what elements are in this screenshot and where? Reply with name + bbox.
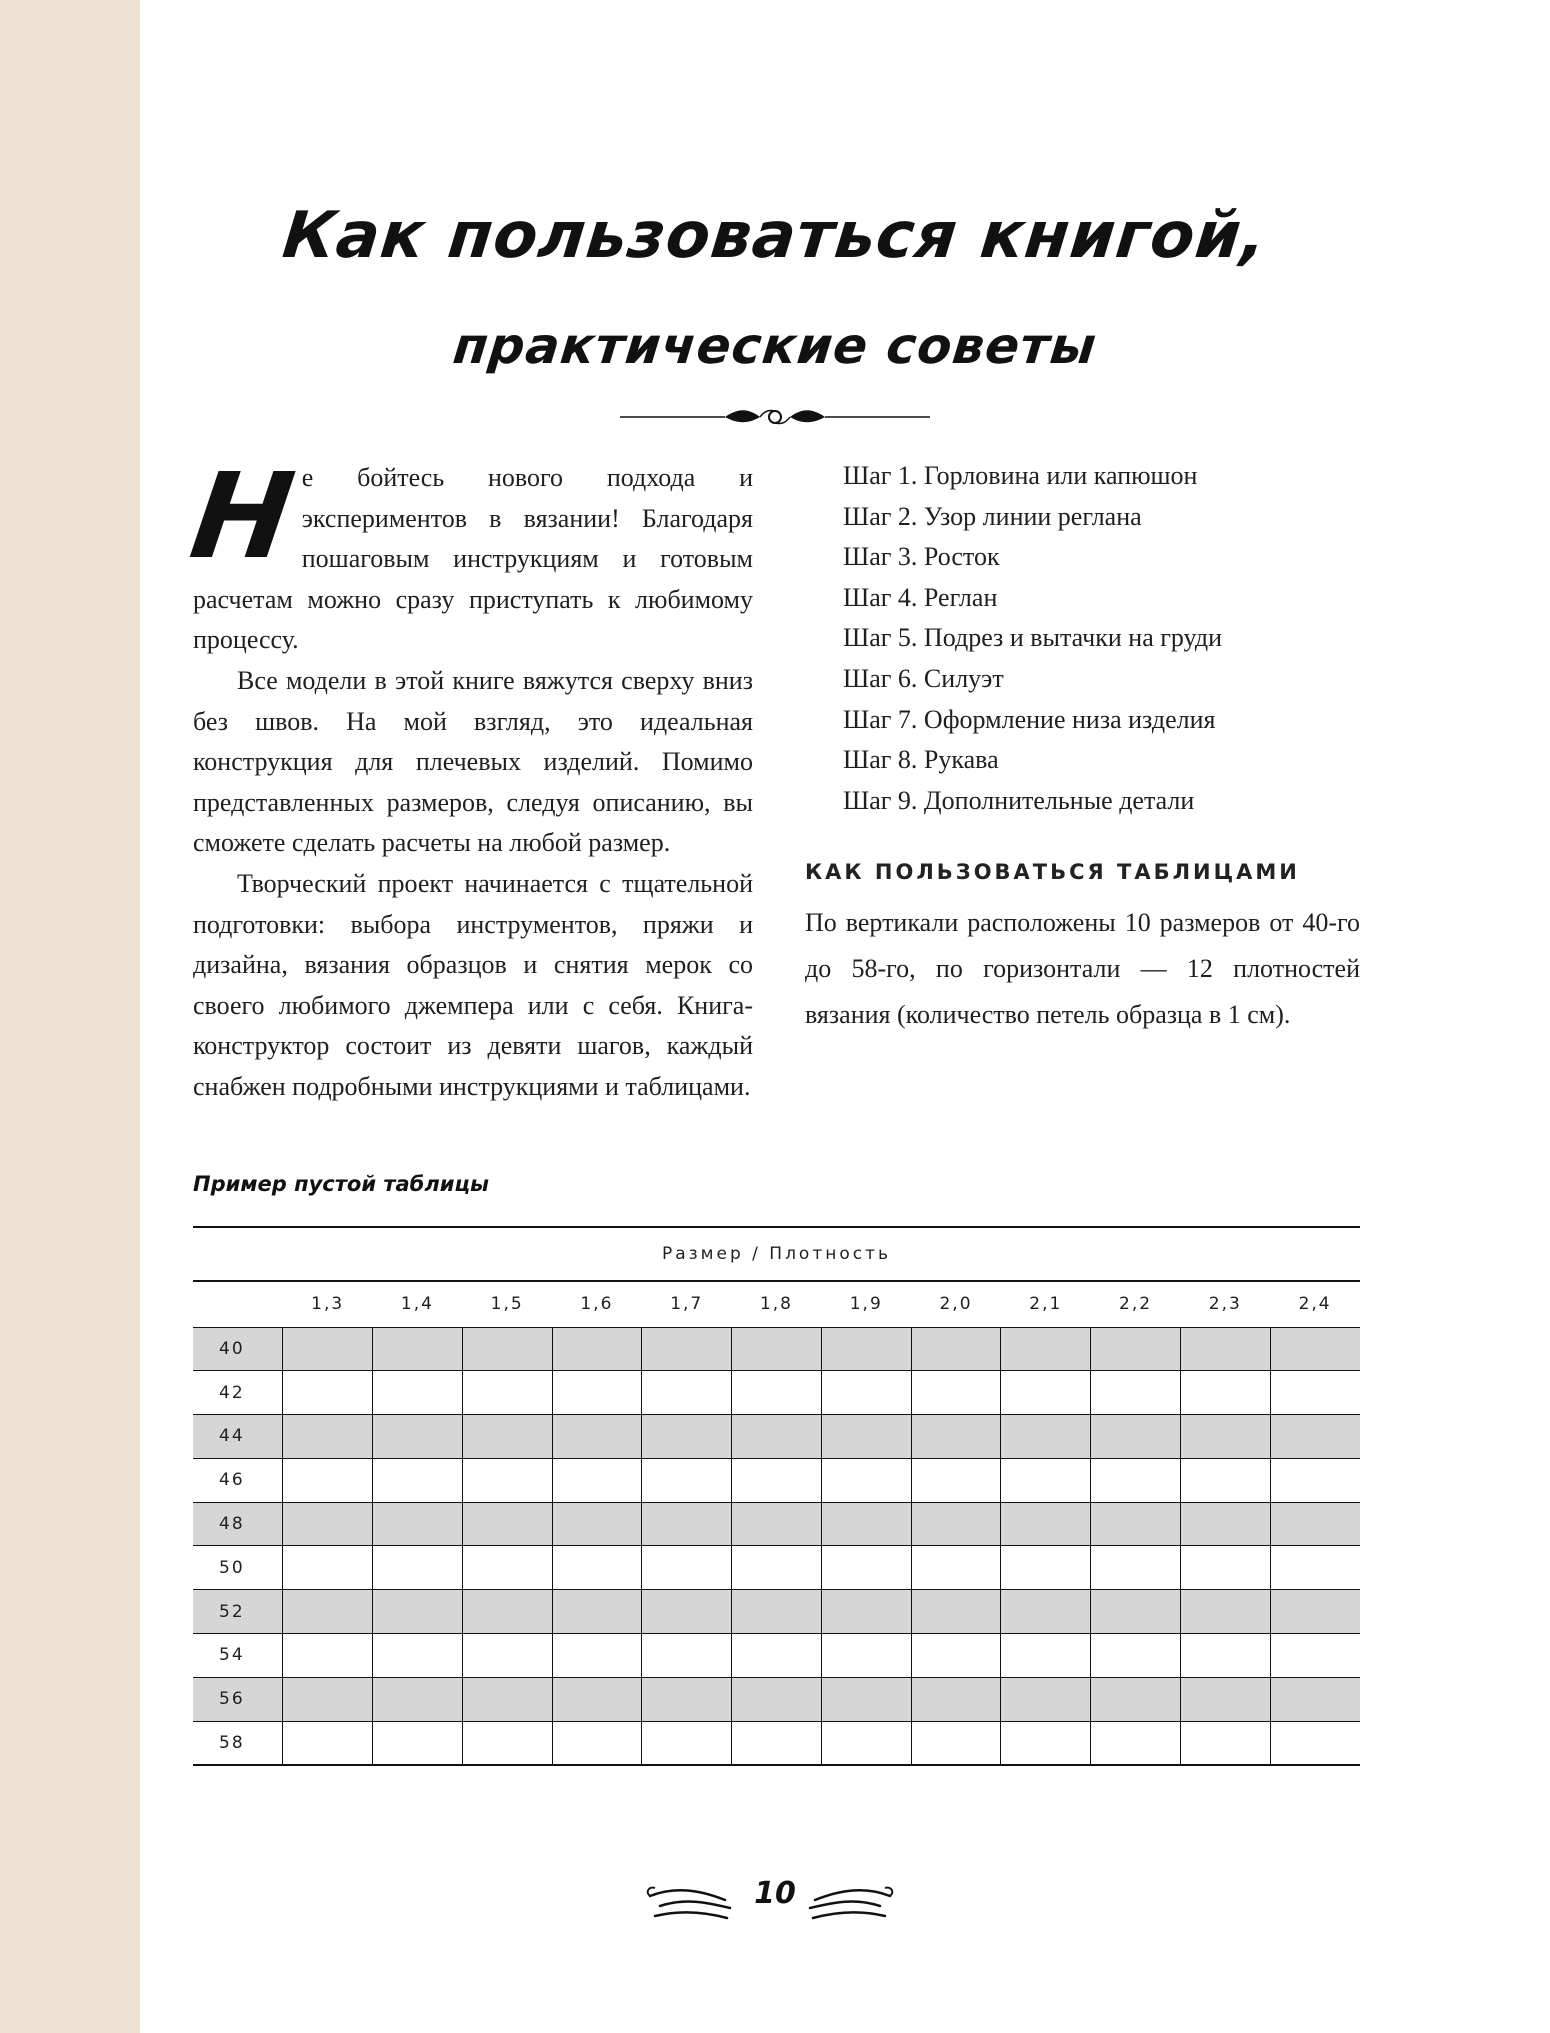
empty-cell [642, 1371, 732, 1415]
intro-paragraph-1 [183, 447, 753, 661]
empty-cell [732, 1546, 822, 1590]
empty-cell [732, 1634, 822, 1678]
empty-cell [1091, 1721, 1181, 1765]
empty-cell [283, 1677, 373, 1721]
column-header-cell: 2,4 [1270, 1281, 1360, 1327]
empty-cell [462, 1590, 552, 1634]
column-header-cell: 1,6 [552, 1281, 642, 1327]
empty-cell [1270, 1590, 1360, 1634]
empty-cell [1180, 1327, 1270, 1371]
book-spine-margin [0, 0, 140, 2033]
empty-cell [642, 1458, 732, 1502]
empty-cell [373, 1546, 463, 1590]
size-cell: 52 [193, 1590, 283, 1634]
column-header-cell: 1,7 [642, 1281, 732, 1327]
empty-cell [732, 1327, 822, 1371]
size-cell: 44 [193, 1415, 283, 1459]
empty-cell [1270, 1721, 1360, 1765]
empty-cell [283, 1590, 373, 1634]
empty-cell [373, 1634, 463, 1678]
empty-cell [911, 1546, 1001, 1590]
empty-size-gauge-table [193, 1226, 1360, 1766]
empty-cell [373, 1327, 463, 1371]
step-item: Шаг 9. Дополнительные детали [843, 785, 1195, 815]
empty-cell [1001, 1634, 1091, 1678]
empty-cell [373, 1590, 463, 1634]
empty-cell [283, 1721, 373, 1765]
empty-cell [821, 1546, 911, 1590]
table-row [193, 1590, 1360, 1634]
empty-cell [552, 1327, 642, 1371]
table-row [193, 1371, 1360, 1415]
step-item: Шаг 4. Реглан [843, 582, 998, 612]
table-row [193, 1327, 1360, 1371]
empty-cell [462, 1415, 552, 1459]
empty-cell [911, 1721, 1001, 1765]
column-header-cell: 1,4 [373, 1281, 463, 1327]
empty-cell [552, 1502, 642, 1546]
empty-cell [642, 1502, 732, 1546]
empty-cell [732, 1371, 822, 1415]
tables-section-heading: КАК ПОЛЬЗОВАТЬСЯ ТАБЛИЦАМИ [805, 860, 1300, 884]
empty-cell [911, 1327, 1001, 1371]
empty-cell [821, 1458, 911, 1502]
size-cell: 48 [193, 1502, 283, 1546]
empty-cell [1001, 1677, 1091, 1721]
empty-cell [552, 1634, 642, 1678]
empty-cell [1001, 1590, 1091, 1634]
empty-cell [283, 1634, 373, 1678]
empty-cell [821, 1677, 911, 1721]
empty-cell [732, 1458, 822, 1502]
column-header-cell: 2,2 [1091, 1281, 1181, 1327]
empty-cell [1001, 1415, 1091, 1459]
title-ornament-divider [620, 404, 930, 430]
steps-list [843, 456, 1222, 821]
empty-cell [821, 1415, 911, 1459]
empty-cell [821, 1327, 911, 1371]
empty-cell [462, 1677, 552, 1721]
empty-cell [642, 1634, 732, 1678]
empty-cell [552, 1415, 642, 1459]
intro-column [183, 447, 753, 1108]
empty-cell [1001, 1721, 1091, 1765]
empty-cell [1091, 1546, 1181, 1590]
size-cell: 46 [193, 1458, 283, 1502]
empty-cell [1091, 1327, 1181, 1371]
empty-cell [732, 1415, 822, 1459]
step-item: Шаг 2. Узор линии реглана [843, 501, 1142, 531]
empty-cell [552, 1546, 642, 1590]
empty-cell [642, 1590, 732, 1634]
column-header-cell: 1,8 [732, 1281, 822, 1327]
empty-cell [1270, 1458, 1360, 1502]
empty-cell [462, 1371, 552, 1415]
page-title-line-2: практические советы [450, 317, 1100, 375]
empty-cell [1180, 1634, 1270, 1678]
table-row [193, 1458, 1360, 1502]
empty-cell [462, 1634, 552, 1678]
intro-paragraph-2: Все модели в этой книге вяжутся сверху вниз без швов. На мой взгляд, это идеальная конструкция для плечевых изделий. Помимо представленных размеров, следуя описанию, вы сможете сделать расчеты на любой размер. [193, 665, 753, 858]
empty-cell [732, 1677, 822, 1721]
empty-cell [642, 1546, 732, 1590]
empty-cell [1270, 1634, 1360, 1678]
step-item: Шаг 7. Оформление низа изделия [843, 704, 1216, 734]
column-header-cell: 1,3 [283, 1281, 373, 1327]
empty-cell [462, 1327, 552, 1371]
column-header-cell: 2,1 [1001, 1281, 1091, 1327]
empty-cell [911, 1634, 1001, 1678]
column-header-cell: 1,5 [462, 1281, 552, 1327]
empty-cell [552, 1677, 642, 1721]
empty-cell [821, 1371, 911, 1415]
empty-cell [1091, 1415, 1181, 1459]
empty-cell [1091, 1677, 1181, 1721]
empty-cell [373, 1677, 463, 1721]
column-header-cell: 2,0 [911, 1281, 1001, 1327]
empty-cell [283, 1546, 373, 1590]
empty-cell [462, 1721, 552, 1765]
empty-cell [1001, 1327, 1091, 1371]
empty-cell [462, 1546, 552, 1590]
empty-cell [1180, 1546, 1270, 1590]
empty-cell [1001, 1458, 1091, 1502]
empty-cell [911, 1371, 1001, 1415]
empty-cell [552, 1371, 642, 1415]
empty-cell [283, 1458, 373, 1502]
empty-cell [1180, 1590, 1270, 1634]
column-header-row [193, 1281, 1360, 1327]
drop-cap: Н [183, 447, 302, 585]
empty-cell [1180, 1415, 1270, 1459]
empty-cell [1180, 1721, 1270, 1765]
column-header-cell: 2,3 [1180, 1281, 1270, 1327]
empty-cell [1091, 1590, 1181, 1634]
empty-cell [283, 1371, 373, 1415]
empty-cell [552, 1721, 642, 1765]
table-body [193, 1327, 1360, 1765]
empty-cell [911, 1502, 1001, 1546]
empty-cell [373, 1721, 463, 1765]
table-row [193, 1502, 1360, 1546]
empty-cell [1001, 1502, 1091, 1546]
empty-cell [462, 1502, 552, 1546]
empty-cell [642, 1327, 732, 1371]
empty-cell [1180, 1502, 1270, 1546]
empty-cell [642, 1415, 732, 1459]
tables-section-text: По вертикали расположены 10 размеров от 40-го до 58-го, по горизонтали — 12 плотностей вязания (количество петель образца в 1 см). [805, 908, 1360, 1029]
empty-cell [821, 1721, 911, 1765]
step-item: Шаг 8. Рукава [843, 745, 999, 775]
size-cell: 40 [193, 1327, 283, 1371]
empty-cell [283, 1327, 373, 1371]
table-row [193, 1634, 1360, 1678]
empty-cell [1001, 1371, 1091, 1415]
empty-cell [821, 1502, 911, 1546]
table-caption: Пример пустой таблицы [193, 1172, 489, 1196]
intro-paragraph-3: Творческий проект начинается с тщательной подготовки: выбора инструментов, пряжи и дизайна, вязания образцов и снятия мерок со своего любимого джемпера или с себя. Книга-конструктор состоит из девяти шагов, каждый снабжен подробными инструкциями и таблицами. [193, 868, 753, 1101]
empty-cell [732, 1721, 822, 1765]
empty-cell [911, 1415, 1001, 1459]
empty-cell [552, 1590, 642, 1634]
size-cell: 42 [193, 1371, 283, 1415]
empty-cell [1270, 1415, 1360, 1459]
page-number: 10 [754, 1876, 796, 1911]
empty-cell [1270, 1502, 1360, 1546]
empty-cell [1091, 1371, 1181, 1415]
empty-cell [1180, 1458, 1270, 1502]
empty-cell [462, 1458, 552, 1502]
table-row [193, 1415, 1360, 1459]
step-item: Шаг 6. Силуэт [843, 663, 1004, 693]
empty-cell [642, 1677, 732, 1721]
empty-cell [1091, 1634, 1181, 1678]
page-title-line-1: Как пользоваться книгой, [279, 199, 1271, 273]
empty-cell [911, 1590, 1001, 1634]
empty-cell [1001, 1546, 1091, 1590]
empty-cell [1270, 1371, 1360, 1415]
column-header-cell: 1,9 [821, 1281, 911, 1327]
empty-cell [1091, 1502, 1181, 1546]
empty-cell [283, 1502, 373, 1546]
empty-cell [732, 1502, 822, 1546]
empty-cell [1091, 1458, 1181, 1502]
empty-cell [373, 1502, 463, 1546]
empty-cell [373, 1371, 463, 1415]
step-item: Шаг 1. Горловина или капюшон [843, 461, 1198, 490]
step-item: Шаг 5. Подрез и вытачки на груди [843, 623, 1223, 653]
empty-cell [821, 1590, 911, 1634]
table-header: Размер / Плотность [193, 1227, 1360, 1281]
empty-cell [283, 1415, 373, 1459]
table-corner-cell [193, 1281, 283, 1327]
size-cell: 56 [193, 1677, 283, 1721]
size-cell: 54 [193, 1634, 283, 1678]
size-cell: 58 [193, 1721, 283, 1765]
table-row [193, 1677, 1360, 1721]
empty-cell [911, 1677, 1001, 1721]
empty-cell [911, 1458, 1001, 1502]
intro-paragraph-1-text: е бойтесь нового подхода и экспериментов в вязании! Благодаря пошаговым инструкциям и готовым расчетам можно сразу приступать к любимому процессу. [193, 463, 753, 655]
empty-cell [1270, 1546, 1360, 1590]
step-item: Шаг 3. Росток [843, 542, 1000, 572]
empty-cell [1270, 1327, 1360, 1371]
empty-cell [1180, 1371, 1270, 1415]
empty-cell [821, 1634, 911, 1678]
size-cell: 50 [193, 1546, 283, 1590]
empty-cell [373, 1415, 463, 1459]
table-row [193, 1546, 1360, 1590]
table-row [193, 1721, 1360, 1765]
empty-cell [552, 1458, 642, 1502]
empty-cell [642, 1721, 732, 1765]
empty-cell [732, 1590, 822, 1634]
empty-cell [1270, 1677, 1360, 1721]
empty-cell [1180, 1677, 1270, 1721]
empty-cell [373, 1458, 463, 1502]
